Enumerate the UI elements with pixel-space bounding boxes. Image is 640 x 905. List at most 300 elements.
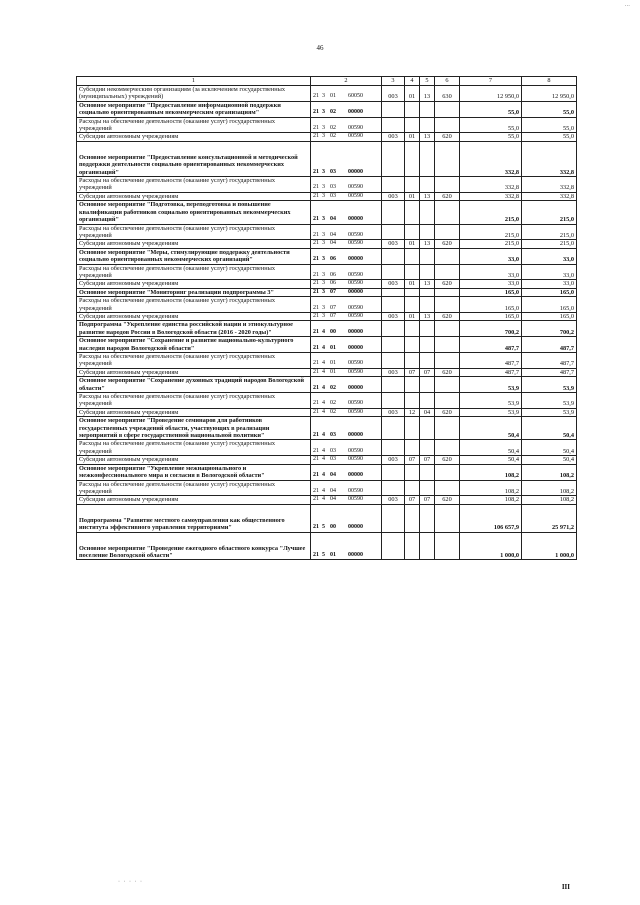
row-c4 bbox=[405, 224, 420, 240]
code-part: 3 bbox=[322, 133, 325, 140]
row-c8: 53,9 bbox=[522, 408, 577, 416]
row-name: Основное мероприятие "Мониторинг реализации подпрограммы 3" bbox=[77, 288, 311, 296]
code-part: 01 bbox=[330, 551, 336, 558]
row-code bbox=[311, 456, 382, 464]
row-c4: 01 bbox=[405, 240, 420, 248]
row-code bbox=[311, 192, 382, 200]
row-name: Основное мероприятие "Укрепление межнационального и межконфессионального мира и согласия в Вологодской области" bbox=[77, 464, 311, 480]
code-part: 00590 bbox=[348, 447, 363, 454]
row-c5: 13 bbox=[420, 86, 435, 102]
row-code bbox=[311, 408, 382, 416]
row-c3 bbox=[382, 504, 405, 532]
header-cell: 5 bbox=[420, 77, 435, 86]
row-c6: 620 bbox=[435, 456, 460, 464]
header-cell: 3 bbox=[382, 77, 405, 86]
row-c5: 13 bbox=[420, 240, 435, 248]
row-c7: 53,9 bbox=[460, 408, 522, 416]
row-c8: 25 971,2 bbox=[522, 504, 577, 532]
row-c6: 620 bbox=[435, 192, 460, 200]
row-c5 bbox=[420, 264, 435, 280]
row-c5 bbox=[420, 532, 435, 560]
code-part: 01 bbox=[330, 344, 336, 351]
table-row bbox=[77, 480, 577, 496]
code-part: 01 bbox=[330, 93, 336, 100]
code-part: 00000 bbox=[348, 216, 363, 223]
row-code bbox=[311, 288, 382, 296]
code-part: 07 bbox=[330, 304, 336, 311]
row-c4 bbox=[405, 201, 420, 224]
code-part: 4 bbox=[322, 487, 325, 494]
row-c7: 700,2 bbox=[460, 321, 522, 337]
row-c5: 07 bbox=[420, 456, 435, 464]
row-name: Расходы на обеспечение деятельности (оказание услуг) государственных учреждений bbox=[77, 440, 311, 456]
row-c7: 12 950,0 bbox=[460, 86, 522, 102]
row-c8: 1 000,0 bbox=[522, 532, 577, 560]
code-part: 00590 bbox=[348, 192, 363, 199]
row-c8: 33,0 bbox=[522, 264, 577, 280]
row-c4 bbox=[405, 264, 420, 280]
row-c4 bbox=[405, 117, 420, 133]
row-c5: 04 bbox=[420, 408, 435, 416]
code-part: 00000 bbox=[348, 288, 363, 295]
code-part: 4 bbox=[322, 328, 325, 335]
row-c3 bbox=[382, 393, 405, 409]
code-part: 21 bbox=[313, 93, 319, 100]
row-c8: 332,8 bbox=[522, 177, 577, 193]
row-c4: 07 bbox=[405, 368, 420, 376]
row-c8: 215,0 bbox=[522, 224, 577, 240]
code-part: 21 bbox=[313, 312, 319, 319]
code-part: 3 bbox=[322, 240, 325, 247]
row-c5 bbox=[420, 101, 435, 117]
row-c7: 215,0 bbox=[460, 201, 522, 224]
code-part: 00000 bbox=[348, 384, 363, 391]
row-c6 bbox=[435, 440, 460, 456]
row-name: Основное мероприятие "Предоставление консультационной и методической поддержки деятельности социально ориентированных некоммерческих организаций" bbox=[77, 141, 311, 176]
row-c3: 003 bbox=[382, 86, 405, 102]
row-code bbox=[311, 297, 382, 313]
row-c5 bbox=[420, 377, 435, 393]
row-code bbox=[311, 393, 382, 409]
code-part: 02 bbox=[330, 125, 336, 132]
code-part: 3 bbox=[322, 192, 325, 199]
row-c3 bbox=[382, 224, 405, 240]
code-part: 4 bbox=[322, 472, 325, 479]
row-c5: 13 bbox=[420, 133, 435, 141]
row-code bbox=[311, 117, 382, 133]
row-c3 bbox=[382, 417, 405, 440]
row-c7: 332,8 bbox=[460, 177, 522, 193]
row-c8: 108,2 bbox=[522, 464, 577, 480]
row-c6: 620 bbox=[435, 240, 460, 248]
row-c6 bbox=[435, 337, 460, 353]
row-c5 bbox=[420, 417, 435, 440]
code-part: 03 bbox=[330, 168, 336, 175]
row-name: Субсидии автономным учреждениям bbox=[77, 312, 311, 320]
table-row bbox=[77, 177, 577, 193]
code-part: 21 bbox=[313, 487, 319, 494]
row-c6 bbox=[435, 393, 460, 409]
row-c7: 487,7 bbox=[460, 353, 522, 369]
table-row bbox=[77, 496, 577, 504]
row-c5: 13 bbox=[420, 280, 435, 288]
row-c6 bbox=[435, 464, 460, 480]
row-c4: 12 bbox=[405, 408, 420, 416]
row-c3 bbox=[382, 337, 405, 353]
row-c7: 165,0 bbox=[460, 288, 522, 296]
code-part: 21 bbox=[313, 368, 319, 375]
row-c6: 620 bbox=[435, 280, 460, 288]
row-c4 bbox=[405, 393, 420, 409]
code-part: 06 bbox=[330, 271, 336, 278]
budget-table bbox=[76, 76, 577, 560]
row-c4 bbox=[405, 532, 420, 560]
row-c8: 55,0 bbox=[522, 117, 577, 133]
row-c7: 108,2 bbox=[460, 496, 522, 504]
code-part: 21 bbox=[313, 432, 319, 439]
code-part: 3 bbox=[322, 109, 325, 116]
code-part: 04 bbox=[330, 472, 336, 479]
table-row bbox=[77, 353, 577, 369]
row-c6 bbox=[435, 377, 460, 393]
code-part: 00000 bbox=[348, 524, 363, 531]
table-row bbox=[77, 133, 577, 141]
row-c7: 55,0 bbox=[460, 101, 522, 117]
row-c3 bbox=[382, 117, 405, 133]
row-c3: 003 bbox=[382, 456, 405, 464]
row-c4 bbox=[405, 377, 420, 393]
code-part: 21 bbox=[313, 256, 319, 263]
code-part: 00000 bbox=[348, 344, 363, 351]
row-c4 bbox=[405, 101, 420, 117]
row-c7: 108,2 bbox=[460, 464, 522, 480]
code-part: 00000 bbox=[348, 551, 363, 558]
row-c6 bbox=[435, 417, 460, 440]
row-c4 bbox=[405, 480, 420, 496]
row-c6 bbox=[435, 201, 460, 224]
row-c6 bbox=[435, 117, 460, 133]
code-part: 21 bbox=[313, 240, 319, 247]
code-part: 00590 bbox=[348, 408, 363, 415]
row-c8: 50,4 bbox=[522, 456, 577, 464]
row-code bbox=[311, 177, 382, 193]
row-code bbox=[311, 280, 382, 288]
code-part: 21 bbox=[313, 184, 319, 191]
table-row bbox=[77, 248, 577, 264]
row-name: Подпрограмма "Развитие местного самоуправления как общественного института эффективного управления территориями" bbox=[77, 504, 311, 532]
row-c8: 165,0 bbox=[522, 297, 577, 313]
row-c8: 33,0 bbox=[522, 248, 577, 264]
row-c3 bbox=[382, 464, 405, 480]
row-name: Субсидии автономным учреждениям bbox=[77, 496, 311, 504]
code-part: 21 bbox=[313, 192, 319, 199]
row-c5 bbox=[420, 393, 435, 409]
row-c6 bbox=[435, 224, 460, 240]
row-c8: 12 950,0 bbox=[522, 86, 577, 102]
row-c6 bbox=[435, 141, 460, 176]
row-c3: 003 bbox=[382, 280, 405, 288]
code-part: 00590 bbox=[348, 184, 363, 191]
row-c7: 165,0 bbox=[460, 297, 522, 313]
row-c5 bbox=[420, 321, 435, 337]
table-row bbox=[77, 408, 577, 416]
row-c5 bbox=[420, 504, 435, 532]
row-name: Расходы на обеспечение деятельности (оказание услуг) государственных учреждений bbox=[77, 117, 311, 133]
row-c7: 33,0 bbox=[460, 248, 522, 264]
code-part: 3 bbox=[322, 231, 325, 238]
row-c3 bbox=[382, 201, 405, 224]
row-code bbox=[311, 353, 382, 369]
row-c4 bbox=[405, 440, 420, 456]
row-c8: 55,0 bbox=[522, 101, 577, 117]
row-c5 bbox=[420, 353, 435, 369]
table-row bbox=[77, 101, 577, 117]
code-part: 03 bbox=[330, 456, 336, 463]
code-part: 4 bbox=[322, 344, 325, 351]
row-c7: 50,4 bbox=[460, 456, 522, 464]
code-part: 3 bbox=[322, 93, 325, 100]
code-part: 60050 bbox=[348, 93, 363, 100]
row-name: Расходы на обеспечение деятельности (оказание услуг) государственных учреждений bbox=[77, 393, 311, 409]
row-c6 bbox=[435, 297, 460, 313]
row-c5 bbox=[420, 337, 435, 353]
row-c6 bbox=[435, 101, 460, 117]
row-c6 bbox=[435, 177, 460, 193]
code-part: 21 bbox=[313, 280, 319, 287]
code-part: 21 bbox=[313, 109, 319, 116]
row-code bbox=[311, 101, 382, 117]
code-part: 21 bbox=[313, 271, 319, 278]
row-code bbox=[311, 532, 382, 560]
table-row bbox=[77, 86, 577, 102]
row-c6: 620 bbox=[435, 368, 460, 376]
row-c4 bbox=[405, 464, 420, 480]
row-name: Расходы на обеспечение деятельности (оказание услуг) государственных учреждений bbox=[77, 297, 311, 313]
code-part: 00000 bbox=[348, 328, 363, 335]
row-code bbox=[311, 312, 382, 320]
row-code bbox=[311, 504, 382, 532]
row-c5: 13 bbox=[420, 312, 435, 320]
row-c6 bbox=[435, 248, 460, 264]
row-c3 bbox=[382, 248, 405, 264]
row-c8: 108,2 bbox=[522, 496, 577, 504]
row-c3 bbox=[382, 288, 405, 296]
table-row bbox=[77, 440, 577, 456]
row-name: Расходы на обеспечение деятельности (оказание услуг) государственных учреждений bbox=[77, 264, 311, 280]
row-c6: 630 bbox=[435, 86, 460, 102]
row-c5 bbox=[420, 201, 435, 224]
row-c3: 003 bbox=[382, 496, 405, 504]
row-code bbox=[311, 201, 382, 224]
row-c6: 620 bbox=[435, 496, 460, 504]
code-part: 3 bbox=[322, 312, 325, 319]
row-c7: 108,2 bbox=[460, 480, 522, 496]
code-part: 06 bbox=[330, 256, 336, 263]
row-c7: 332,8 bbox=[460, 141, 522, 176]
code-part: 03 bbox=[330, 432, 336, 439]
code-part: 00590 bbox=[348, 312, 363, 319]
page-number: 46 bbox=[316, 44, 324, 52]
row-name: Субсидии автономным учреждениям bbox=[77, 192, 311, 200]
row-c3 bbox=[382, 440, 405, 456]
row-c4: 01 bbox=[405, 133, 420, 141]
row-c5 bbox=[420, 141, 435, 176]
code-part: 04 bbox=[330, 487, 336, 494]
row-name: Субсидии автономным учреждениям bbox=[77, 240, 311, 248]
code-part: 00590 bbox=[348, 240, 363, 247]
table-row bbox=[77, 393, 577, 409]
row-name: Субсидии автономным учреждениям bbox=[77, 280, 311, 288]
row-c3 bbox=[382, 177, 405, 193]
code-part: 02 bbox=[330, 109, 336, 116]
code-part: 04 bbox=[330, 240, 336, 247]
row-name: Субсидии автономным учреждениям bbox=[77, 368, 311, 376]
row-c6 bbox=[435, 264, 460, 280]
row-c4 bbox=[405, 177, 420, 193]
row-c3: 003 bbox=[382, 312, 405, 320]
row-c3: 003 bbox=[382, 240, 405, 248]
row-code bbox=[311, 417, 382, 440]
row-c4: 07 bbox=[405, 456, 420, 464]
table-row bbox=[77, 532, 577, 560]
row-name: Основное мероприятие "Проведение ежегодного областного конкурса "Лучшее поселение Вологодской области" bbox=[77, 532, 311, 560]
row-code bbox=[311, 496, 382, 504]
table-row bbox=[77, 288, 577, 296]
row-c3: 003 bbox=[382, 133, 405, 141]
table-row bbox=[77, 504, 577, 532]
row-c7: 55,0 bbox=[460, 117, 522, 133]
code-part: 4 bbox=[322, 360, 325, 367]
row-c3 bbox=[382, 480, 405, 496]
table-row bbox=[77, 456, 577, 464]
code-part: 00 bbox=[330, 524, 336, 531]
code-part: 00000 bbox=[348, 168, 363, 175]
code-part: 4 bbox=[322, 447, 325, 454]
row-c4 bbox=[405, 297, 420, 313]
row-c7: 50,4 bbox=[460, 440, 522, 456]
row-c6 bbox=[435, 504, 460, 532]
row-c4 bbox=[405, 353, 420, 369]
row-c3: 003 bbox=[382, 408, 405, 416]
row-c3 bbox=[382, 297, 405, 313]
row-code bbox=[311, 248, 382, 264]
row-c8: 165,0 bbox=[522, 312, 577, 320]
row-c6 bbox=[435, 321, 460, 337]
header-cell: 2 bbox=[311, 77, 382, 86]
row-name: Субсидии автономным учреждениям bbox=[77, 408, 311, 416]
row-name: Подпрограмма "Укрепление единства российской нации и этнокультурное развитие народов России в Вологодской области (2016 - 2020 годы)" bbox=[77, 321, 311, 337]
code-part: 4 bbox=[322, 408, 325, 415]
row-c8: 53,9 bbox=[522, 393, 577, 409]
code-part: 00590 bbox=[348, 496, 363, 503]
row-code bbox=[311, 240, 382, 248]
row-c3 bbox=[382, 377, 405, 393]
header-cell: 6 bbox=[435, 77, 460, 86]
row-c6: 620 bbox=[435, 408, 460, 416]
row-c8: 108,2 bbox=[522, 480, 577, 496]
row-c4 bbox=[405, 288, 420, 296]
code-part: 21 bbox=[313, 524, 319, 531]
row-c8: 700,2 bbox=[522, 321, 577, 337]
row-name: Основное мероприятие "Проведение семинаров для работников государственных учреждений области, участвующих в реализации мероприятий в сфере государственной национальной политики" bbox=[77, 417, 311, 440]
foot-mark: III bbox=[561, 883, 570, 891]
row-c5 bbox=[420, 177, 435, 193]
code-part: 01 bbox=[330, 368, 336, 375]
code-part: 21 bbox=[313, 168, 319, 175]
code-part: 04 bbox=[330, 216, 336, 223]
row-c7: 53,9 bbox=[460, 377, 522, 393]
code-part: 06 bbox=[330, 280, 336, 287]
row-c7: 1 000,0 bbox=[460, 532, 522, 560]
code-part: 00590 bbox=[348, 487, 363, 494]
row-c4 bbox=[405, 248, 420, 264]
row-c8: 487,7 bbox=[522, 337, 577, 353]
table-row bbox=[77, 117, 577, 133]
row-c4 bbox=[405, 337, 420, 353]
code-part: 3 bbox=[322, 216, 325, 223]
code-part: 3 bbox=[322, 168, 325, 175]
row-c4: 01 bbox=[405, 280, 420, 288]
table-row bbox=[77, 464, 577, 480]
code-part: 3 bbox=[322, 256, 325, 263]
row-c8: 33,0 bbox=[522, 280, 577, 288]
row-c4 bbox=[405, 417, 420, 440]
code-part: 3 bbox=[322, 125, 325, 132]
table-row bbox=[77, 312, 577, 320]
row-name: Основное мероприятие "Предоставление информационной поддержки социально ориентированным некоммерческим организациям" bbox=[77, 101, 311, 117]
row-name: Расходы на обеспечение деятельности (оказание услуг) государственных учреждений bbox=[77, 177, 311, 193]
table-row bbox=[77, 377, 577, 393]
table-row bbox=[77, 337, 577, 353]
code-part: 21 bbox=[313, 384, 319, 391]
row-c4 bbox=[405, 321, 420, 337]
code-part: 07 bbox=[330, 312, 336, 319]
row-name: Расходы на обеспечение деятельности (оказание услуг) государственных учреждений bbox=[77, 353, 311, 369]
code-part: 21 bbox=[313, 447, 319, 454]
code-part: 02 bbox=[330, 133, 336, 140]
code-part: 21 bbox=[313, 288, 319, 295]
table-row bbox=[77, 240, 577, 248]
code-part: 00590 bbox=[348, 456, 363, 463]
code-part: 4 bbox=[322, 368, 325, 375]
code-part: 02 bbox=[330, 408, 336, 415]
code-part: 00000 bbox=[348, 109, 363, 116]
row-c4: 01 bbox=[405, 312, 420, 320]
code-part: 00000 bbox=[348, 256, 363, 263]
row-c3 bbox=[382, 141, 405, 176]
row-c7: 33,0 bbox=[460, 264, 522, 280]
code-part: 5 bbox=[322, 551, 325, 558]
row-c7: 332,8 bbox=[460, 192, 522, 200]
row-name: Субсидии автономным учреждениям bbox=[77, 133, 311, 141]
row-name: Основное мероприятие "Меры, стимулирующие поддержку деятельности социально ориентированных некоммерческих организаций" bbox=[77, 248, 311, 264]
code-part: 07 bbox=[330, 288, 336, 295]
code-part: 00000 bbox=[348, 432, 363, 439]
header-cell: 8 bbox=[522, 77, 577, 86]
table-row bbox=[77, 321, 577, 337]
row-c8: 487,7 bbox=[522, 353, 577, 369]
row-c6 bbox=[435, 480, 460, 496]
row-code bbox=[311, 440, 382, 456]
header-cell: 4 bbox=[405, 77, 420, 86]
row-c6 bbox=[435, 353, 460, 369]
header-cell: 1 bbox=[77, 77, 311, 86]
row-c7: 53,9 bbox=[460, 393, 522, 409]
row-c6 bbox=[435, 532, 460, 560]
code-part: 03 bbox=[330, 184, 336, 191]
code-part: 02 bbox=[330, 384, 336, 391]
code-part: 21 bbox=[313, 231, 319, 238]
